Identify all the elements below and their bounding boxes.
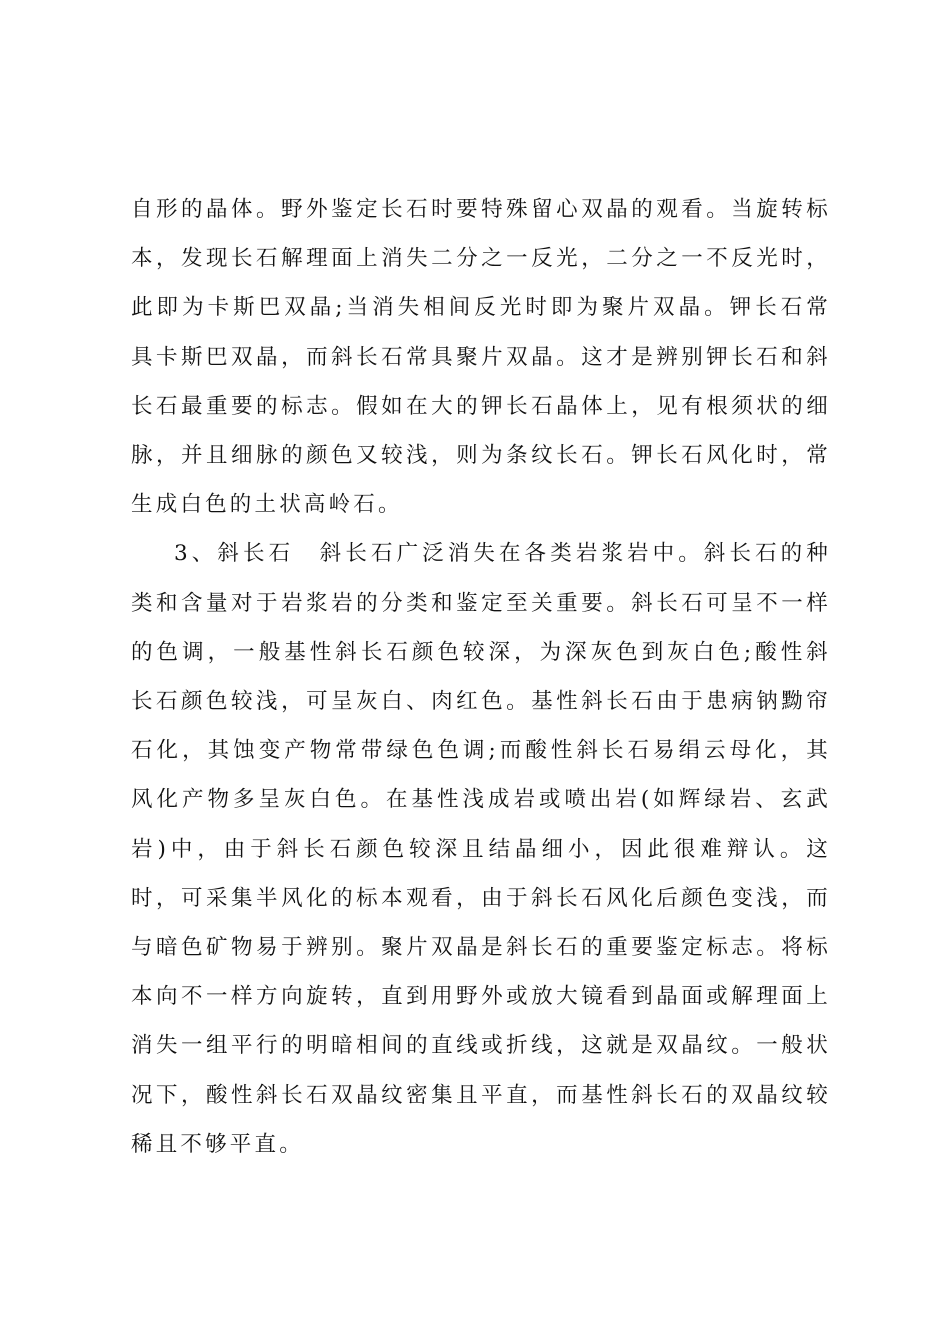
paragraph-plagioclase: 3、斜长石 斜长石广泛消失在各类岩浆岩中。斜长石的种类和含量对于岩浆岩的分类和鉴定至关重要。斜长石可呈不一样的色调，一般基性斜长石颜色较深，为深灰色到灰白色;酸性斜长石颜色较浅，可呈灰白、肉红色。基性斜长石由于患病钠黝帘石化，其蚀变产物常带绿色色调;而酸性斜长石易绢云母化，其风化产物多呈灰白色。在基性浅成岩或喷出岩(如辉绿岩、玄武岩)中，由于斜长石颜色较深且结晶细小，因此很难辩认。这时，可采集半风化的标本观看，由于斜长石风化后颜色变浅，而与暗色矿物易于辨别。聚片双晶是斜长石的重要鉴定标志。将标本向不一样方向旋转，直到用野外或放大镜看到晶面或解理面上消失一组平行的明暗相间的直线或折线，这就是双晶纹。一般状况下，酸性斜长石双晶纹密集且平直，而基性斜长石的双晶纹较稀且不够平直。 xyxy=(131,541,831,1157)
paragraph-continuation: 自形的晶体。野外鉴定长石时要特殊留心双晶的观看。当旋转标本，发现长石解理面上消失二分之一反光，二分之一不反光时，此即为卡斯巴双晶;当消失相间反光时即为聚片双晶。钾长石常具卡斯巴双晶，而斜长石常具聚片双晶。这才是辨别钾长石和斜长石最重要的标志。假如在大的钾长石晶体上，见有根须状的细脉，并且细脉的颜色又较浅，则为条纹长石。钾长石风化时，常生成白色的土状高岭石。 xyxy=(131,197,831,518)
document-body xyxy=(131,185,831,1169)
